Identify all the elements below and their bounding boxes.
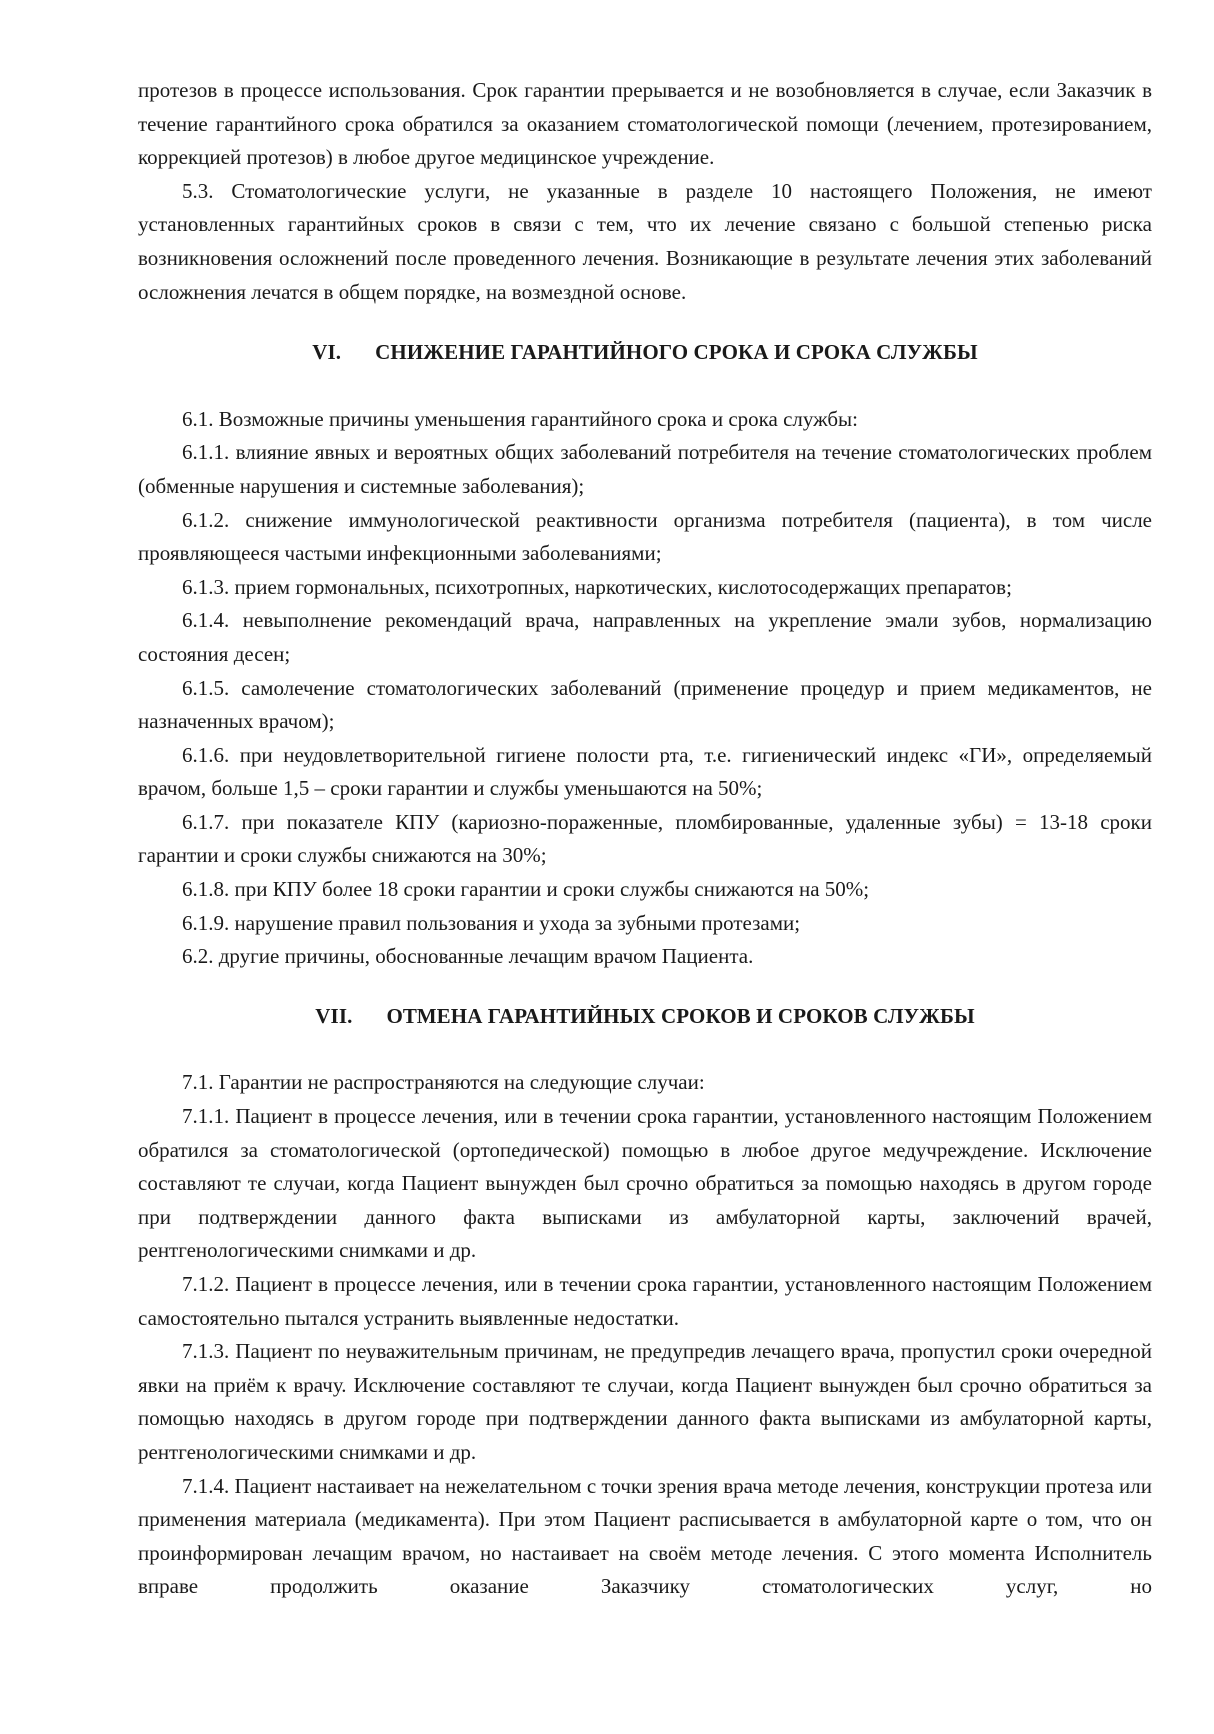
- section-7-title: ОТМЕНА ГАРАНТИЙНЫХ СРОКОВ И СРОКОВ СЛУЖБЫ: [386, 1003, 975, 1028]
- paragraph-6-1-1: 6.1.1. влияние явных и вероятных общих заболеваний потребителя на течение стоматологических проблем (обменные нарушения и системные заболевания);: [138, 440, 1152, 498]
- document-page: [138, 74, 1152, 1604]
- section-6-number: VI.: [312, 340, 342, 365]
- paragraph-6-1-3: 6.1.3. прием гормональных, психотропных, наркотических, кислотосодержащих препаратов;: [182, 574, 1012, 599]
- section-7-heading: [138, 1000, 1152, 1034]
- paragraph-6-1-8: 6.1.8. при КПУ более 18 сроки гарантии и сроки службы снижаются на 50%;: [182, 877, 870, 902]
- paragraph-7-1: 7.1. Гарантии не распространяются на следующие случаи:: [182, 1070, 705, 1095]
- paragraph-6-1-9: 6.1.9. нарушение правил пользования и ухода за зубными протезами;: [182, 910, 801, 935]
- paragraph-6-1-2: 6.1.2. снижение иммунологической реактивности организма потребителя (пациента), в том числе проявляющееся частыми инфекционными заболеваниями;: [138, 507, 1152, 566]
- paragraph-6-1-4: 6.1.4. невыполнение рекомендаций врача, направленных на укрепление эмали зубов, нормализацию состояния десен;: [138, 608, 1152, 666]
- paragraph-7-1-2: 7.1.2. Пациент в процессе лечения, или в течении срока гарантии, установленного настоящим Положением самостоятельно пытался устранить выявленные недостатки.: [138, 1272, 1152, 1330]
- paragraph-6-1: 6.1. Возможные причины уменьшения гарантийного срока и срока службы:: [182, 406, 858, 431]
- section-7-number: VII.: [315, 1003, 353, 1028]
- paragraph-6-1-5: 6.1.5. самолечение стоматологических заболеваний (применение процедур и прием медикаментов, не назначенных врачом);: [138, 675, 1152, 734]
- paragraph-6-2: 6.2. другие причины, обоснованные лечащим врачом Пациента.: [182, 944, 754, 969]
- section-6-heading: [138, 336, 1152, 370]
- paragraph-6-1-6: 6.1.6. при неудовлетворительной гигиене полости рта, т.е. гигиенический индекс «ГИ», определяемый врачом, больше 1,5 – сроки гарантии и службы уменьшаются на 50%;: [138, 742, 1152, 801]
- section-6-title: СНИЖЕНИЕ ГАРАНТИЙНОГО СРОКА И СРОКА СЛУЖБЫ: [375, 340, 978, 365]
- paragraph-5-3: 5.3. Стоматологические услуги, не указанные в разделе 10 настоящего Положения, не имеют установленных гарантийных сроков в связи с тем, что их лечение связано с большой степенью риска возникновения осложнений после проведенного лечения. Возникающие в результате лечения этих заболеваний осложнения лечатся в общем порядке, на возмездной основе.: [138, 178, 1152, 304]
- paragraph-7-1-4: 7.1.4. Пациент настаивает на нежелательном с точки зрения врача методе лечения, конструкции протеза или применения материала (медикамента). При этом Пациент расписывается в амбулаторной карте о том, что он проинформирован лечащим врачом, но настаивает на своём методе лечения. С этого момента Исполнитель вправе продолжить оказание Заказчику стоматологических услуг, но: [138, 1473, 1152, 1599]
- paragraph-5-2-continued: протезов в процессе использования. Срок гарантии прерывается и не возобновляется в случае, если Заказчик в течение гарантийного срока обратился за оказанием стоматологической помощи (лечением, протезированием, коррекцией протезов) в любое другое медицинское учреждение.: [138, 78, 1152, 170]
- paragraph-6-1-7: 6.1.7. при показателе КПУ (кариозно-пораженные, пломбированные, удаленные зубы) = 13-18 сроки гарантии и сроки службы снижаются на 30%;: [138, 809, 1152, 868]
- paragraph-7-1-3: 7.1.3. Пациент по неуважительным причинам, не предупредив лечащего врача, пропустил сроки очередной явки на приём к врачу. Исключение составляют те случаи, когда Пациент вынужден был срочно обратиться за помощью находясь в другом городе при подтверждении данного факта выписками из амбулаторной карты, рентгенологическими снимками и др.: [138, 1339, 1152, 1464]
- paragraph-7-1-1: 7.1.1. Пациент в процессе лечения, или в течении срока гарантии, установленного настоящим Положением обратился за стоматологической (ортопедической) помощью в любое другое медучреждение. Исключение составляют те случаи, когда Пациент вынужден был срочно обратиться за помощью находясь в другом городе при подтверждении данного факта выписками из амбулаторной карты, заключений врачей, рентгенологическими снимками и др.: [138, 1104, 1152, 1263]
